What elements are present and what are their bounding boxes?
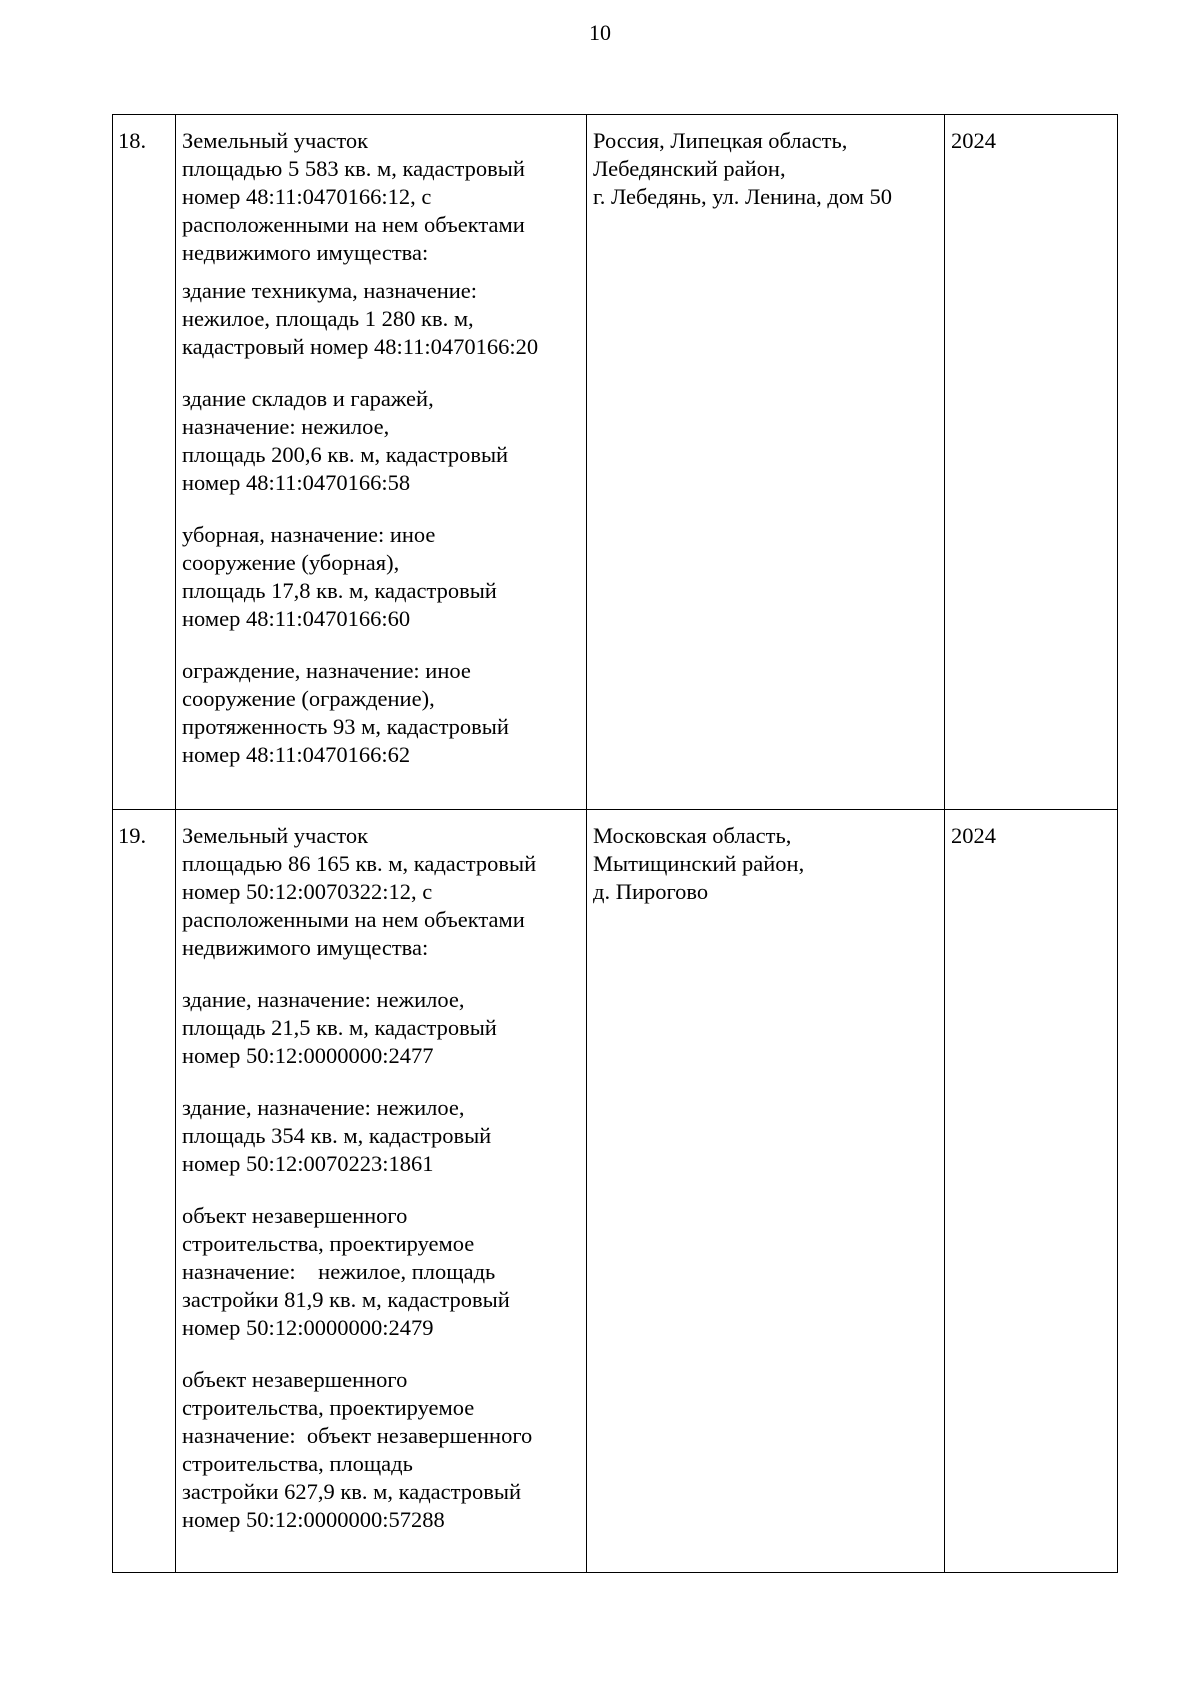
property-year: 2024 — [945, 810, 1118, 1573]
text-line: номер 48:11:0470166:62 — [182, 742, 411, 767]
text-line: здание, назначение: нежилое, — [182, 987, 465, 1012]
text-line: протяженность 93 м, кадастровый — [182, 714, 509, 739]
page-number: 10 — [589, 20, 611, 45]
text-line: сооружение (ограждение), — [182, 686, 435, 711]
text-line: застройки 81,9 кв. м, кадастровый — [182, 1287, 510, 1312]
text-line: номер 48:11:0470166:60 — [182, 606, 411, 631]
property-year: 2024 — [945, 115, 1118, 810]
address-line: г. Лебедянь, ул. Ленина, дом 50 — [593, 184, 893, 209]
description-paragraph — [182, 127, 580, 267]
text-line: сооружение (уборная), — [182, 550, 400, 575]
table-row — [113, 810, 1118, 1573]
text-line: номер 48:11:0470166:58 — [182, 470, 411, 495]
text-line: нежилое, площадь 1 280 кв. м, — [182, 306, 474, 331]
text-line: здание складов и гаражей, — [182, 386, 434, 411]
property-address — [587, 115, 945, 810]
address-line: Московская область, — [593, 823, 792, 848]
text-line: объект незавершенного — [182, 1367, 408, 1392]
text-line: расположенными на нем объектами — [182, 212, 525, 237]
text-line: недвижимого имущества: — [182, 935, 429, 960]
text-line: Земельный участок — [182, 128, 369, 153]
text-line: площадь 200,6 кв. м, кадастровый — [182, 442, 509, 467]
text-line: номер 48:11:0470166:12, с — [182, 184, 432, 209]
text-line: уборная, назначение: иное — [182, 522, 436, 547]
property-description — [176, 115, 587, 810]
address-line: Лебедянский район, — [593, 156, 786, 181]
address-line: Мытищинский район, — [593, 851, 805, 876]
description-paragraph — [182, 822, 580, 962]
text-line: номер 50:12:0070223:1861 — [182, 1151, 434, 1176]
text-line: строительства, проектируемое — [182, 1231, 475, 1256]
text-line: номер 50:12:0070322:12, с — [182, 879, 433, 904]
text-line: номер 50:12:0000000:2479 — [182, 1315, 434, 1340]
text-line: здание, назначение: нежилое, — [182, 1095, 465, 1120]
text-line: недвижимого имущества: — [182, 240, 429, 265]
text-line: ограждение, назначение: иное — [182, 658, 471, 683]
property-table — [112, 114, 1118, 1573]
text-line: площадью 5 583 кв. м, кадастровый — [182, 156, 525, 181]
text-line: номер 50:12:0000000:2477 — [182, 1043, 434, 1068]
text-line: назначение: нежилое, — [182, 414, 390, 439]
text-line: назначение: нежилое, площадь — [182, 1259, 496, 1284]
text-line: назначение: объект незавершенного — [182, 1423, 533, 1448]
text-line: объект незавершенного — [182, 1203, 408, 1228]
row-number: 19. — [113, 810, 176, 1573]
text-line: площадью 86 165 кв. м, кадастровый — [182, 851, 537, 876]
description-paragraph — [182, 521, 580, 633]
text-line: площадь 21,5 кв. м, кадастровый — [182, 1015, 497, 1040]
description-paragraph — [182, 385, 580, 497]
text-line: номер 50:12:0000000:57288 — [182, 1507, 445, 1532]
text-line: Земельный участок — [182, 823, 369, 848]
text-line: здание техникума, назначение: — [182, 278, 478, 303]
description-paragraph — [182, 1094, 580, 1178]
text-line: расположенными на нем объектами — [182, 907, 525, 932]
text-line: строительства, проектируемое — [182, 1395, 475, 1420]
description-paragraph — [182, 1366, 580, 1534]
address-line: Россия, Липецкая область, — [593, 128, 848, 153]
text-line: площадь 354 кв. м, кадастровый — [182, 1123, 492, 1148]
property-address — [587, 810, 945, 1573]
description-paragraph — [182, 986, 580, 1070]
address-line: д. Пирогово — [593, 879, 709, 904]
text-line: застройки 627,9 кв. м, кадастровый — [182, 1479, 522, 1504]
description-paragraph — [182, 277, 580, 361]
property-description — [176, 810, 587, 1573]
description-paragraph — [182, 1202, 580, 1342]
text-line: строительства, площадь — [182, 1451, 413, 1476]
table-row — [113, 115, 1118, 810]
row-number: 18. — [113, 115, 176, 810]
text-line: площадь 17,8 кв. м, кадастровый — [182, 578, 497, 603]
description-paragraph — [182, 657, 580, 769]
text-line: кадастровый номер 48:11:0470166:20 — [182, 334, 539, 359]
